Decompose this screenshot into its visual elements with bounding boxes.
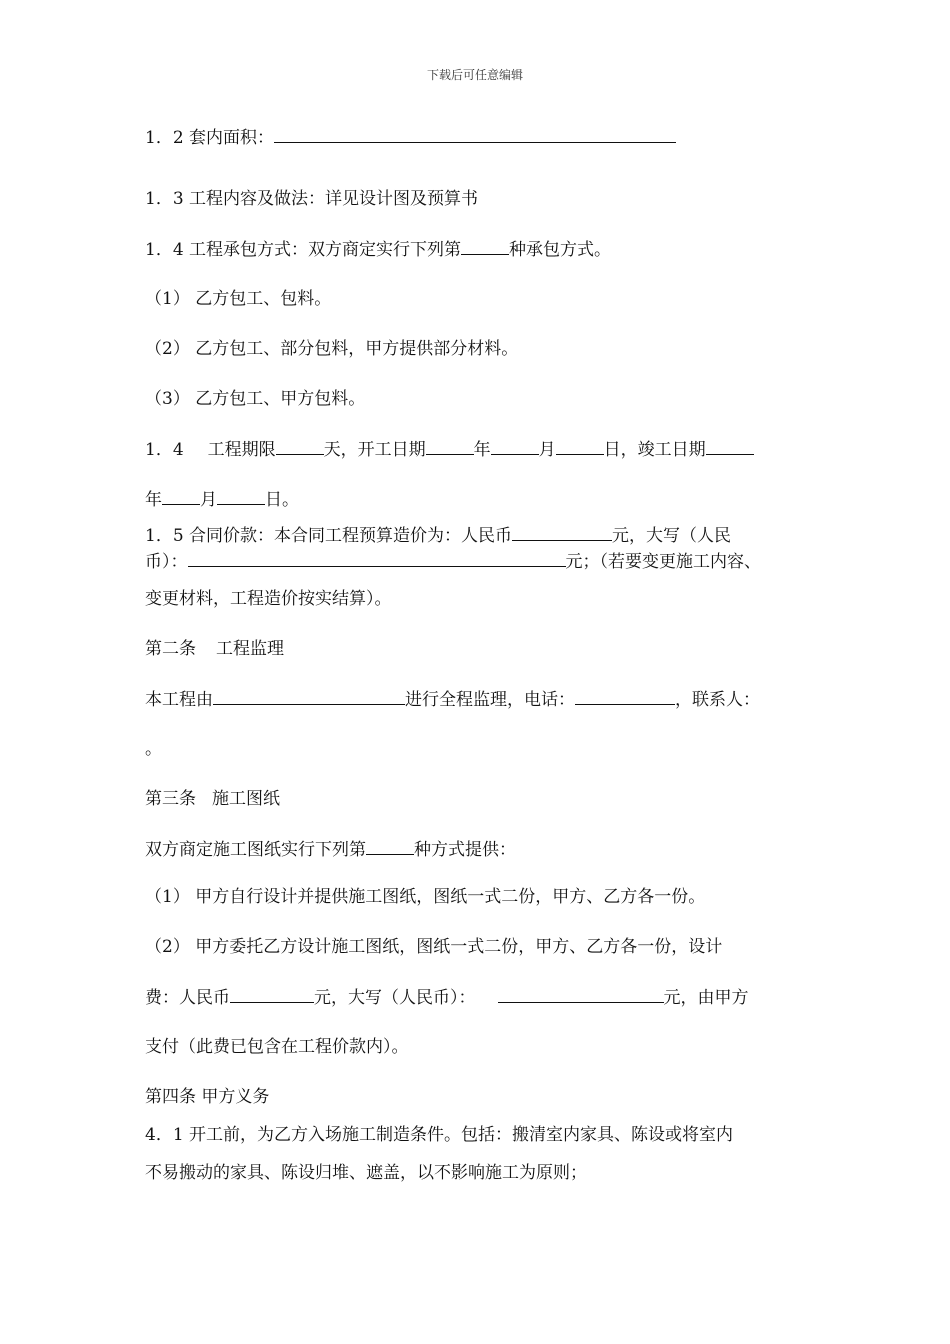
currency-label: 币）： bbox=[145, 552, 188, 572]
clause-1-5-end-text: 变更材料，工程造价按实结算）。 bbox=[145, 589, 392, 609]
clause-1-5 bbox=[145, 524, 731, 547]
clause-4-1-cont bbox=[145, 1162, 587, 1184]
blank-phone[interactable] bbox=[575, 688, 675, 705]
clause-1-4-text-end: 种承包方式。 bbox=[509, 240, 612, 260]
blank-price-uppercase[interactable] bbox=[188, 550, 566, 567]
design-fee bbox=[145, 986, 749, 1009]
clause-1-4-period bbox=[145, 438, 754, 461]
clause-1-5-end bbox=[145, 588, 392, 610]
clause-4-1-cont-text: 不易搬动的家具、陈设归堆、遮盖，以不影响施工为原则； bbox=[145, 1163, 587, 1183]
drawing-option-2-text: （2） 甲方委托乙方设计施工图纸，图纸一式二份，甲方、乙方各一份，设计 bbox=[145, 937, 723, 957]
supervision-end bbox=[145, 738, 162, 760]
blank-drawing-method[interactable] bbox=[366, 838, 414, 855]
article-2-number: 第二条 bbox=[145, 639, 196, 659]
option-3 bbox=[145, 388, 365, 410]
blank-price[interactable] bbox=[512, 524, 612, 541]
blank-end-day[interactable] bbox=[217, 488, 265, 505]
option-1-text: （1） 乙方包工、包料。 bbox=[145, 289, 332, 309]
clause-4-1-text: 4．1 开工前，为乙方入场施工制造条件。包括：搬清室内家具、陈设或将室内 bbox=[145, 1125, 734, 1145]
year-label: 年 bbox=[473, 440, 491, 460]
drawing-option-2 bbox=[145, 936, 722, 958]
blank-design-fee-uppercase[interactable] bbox=[498, 986, 664, 1003]
blank-start-year[interactable] bbox=[426, 438, 474, 455]
end-date-label: 日，竣工日期 bbox=[603, 440, 706, 460]
clause-1-5-text: 1．5 合同价款：本合同工程预算造价为：人民币 bbox=[145, 526, 513, 546]
year-label: 年 bbox=[145, 490, 162, 510]
article-2-title: 工程监理 bbox=[216, 639, 284, 659]
design-fee-uppercase-label: 元，大写（人民币）： bbox=[314, 988, 476, 1008]
clause-4-1 bbox=[145, 1124, 733, 1146]
design-fee-note bbox=[145, 1036, 409, 1058]
blank-design-fee[interactable] bbox=[230, 986, 314, 1003]
clause-1-3-text: 1．3 工程内容及做法：详见设计图及预算书 bbox=[145, 189, 479, 209]
drawing-method-text: 双方商定施工图纸实行下列第 bbox=[145, 840, 366, 860]
blank-area[interactable] bbox=[274, 126, 676, 143]
article-3-heading bbox=[145, 788, 280, 810]
drawing-option-1-text: （1） 甲方自行设计并提供施工图纸，图纸一式二份，甲方、乙方各一份。 bbox=[145, 887, 706, 907]
blank-contract-method[interactable] bbox=[461, 238, 509, 255]
supervision-line bbox=[145, 688, 760, 711]
blank-end-year[interactable] bbox=[706, 438, 754, 455]
option-2-text: （2） 乙方包工、部分包料，甲方提供部分材料。 bbox=[145, 339, 519, 359]
blank-start-month[interactable] bbox=[491, 438, 539, 455]
page-header: 下载后可任意编辑 bbox=[426, 68, 523, 82]
contact-label: ，联系人： bbox=[675, 690, 760, 710]
clause-1-5-cont bbox=[145, 550, 761, 573]
supervision-label: 本工程由 bbox=[145, 690, 213, 710]
month-label: 月 bbox=[200, 490, 217, 510]
drawing-option-1 bbox=[145, 886, 705, 908]
blank-days[interactable] bbox=[276, 438, 324, 455]
article-3-title: 施工图纸 bbox=[212, 789, 280, 809]
design-fee-payer: 元，由甲方 bbox=[663, 988, 749, 1008]
blank-supervisor[interactable] bbox=[213, 688, 405, 705]
clause-1-4-text: 1．4 工程承包方式：双方商定实行下列第 bbox=[145, 240, 462, 260]
day-label: 日。 bbox=[265, 490, 299, 510]
drawing-method bbox=[145, 838, 516, 861]
end-date-line bbox=[145, 488, 299, 511]
blank-start-day[interactable] bbox=[556, 438, 604, 455]
month-label: 月 bbox=[538, 440, 556, 460]
clause-1-5-uppercase: 元，大写（人民 bbox=[612, 526, 732, 546]
period-mark: 。 bbox=[145, 739, 162, 759]
option-3-text: （3） 乙方包工、甲方包料。 bbox=[145, 389, 366, 409]
clause-1-3 bbox=[145, 188, 478, 210]
design-fee-note-text: 支付（此费已包含在工程价款内）。 bbox=[145, 1037, 409, 1057]
article-2-heading bbox=[145, 638, 284, 660]
clause-num: 1．4 bbox=[145, 440, 184, 460]
article-4-title: 第四条 甲方义务 bbox=[145, 1087, 270, 1107]
option-2 bbox=[145, 338, 518, 360]
start-date-label: 天，开工日期 bbox=[323, 440, 426, 460]
blank-end-month[interactable] bbox=[162, 488, 200, 505]
drawing-method-end: 种方式提供： bbox=[414, 840, 516, 860]
article-3-number: 第三条 bbox=[145, 789, 196, 809]
period-label: 工程期限 bbox=[207, 440, 276, 460]
clause-1-4 bbox=[145, 238, 611, 261]
phone-label: 进行全程监理，电话： bbox=[405, 690, 575, 710]
clause-1-5-note: 元；（若要变更施工内容、 bbox=[565, 552, 761, 572]
clause-1-2-text: 1．2 套内面积： bbox=[145, 128, 275, 148]
clause-1-2 bbox=[145, 126, 676, 149]
design-fee-label: 费：人民币 bbox=[145, 988, 230, 1008]
option-1 bbox=[145, 288, 331, 310]
article-4-heading bbox=[145, 1086, 269, 1108]
